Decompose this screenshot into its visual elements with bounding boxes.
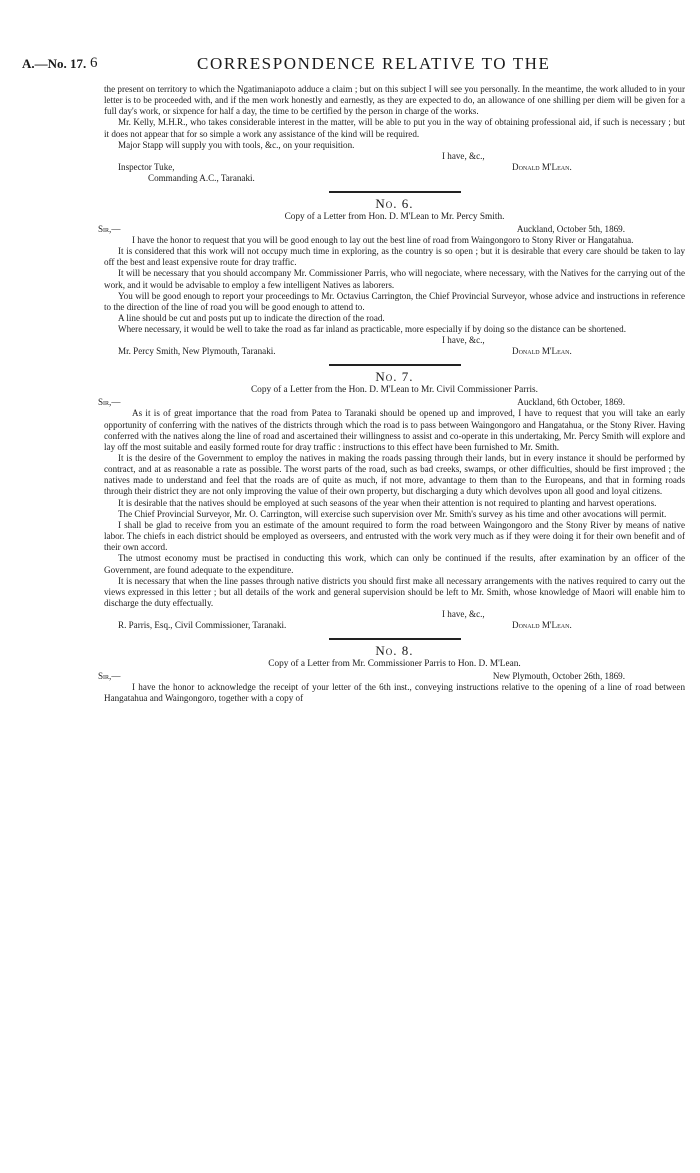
paragraph: As it is of great importance that the road from Patea to Taranaki should be opened up and improved, I have to request that you will take an early opportunity of conferring with the natives of the districts through which the road is to pass between Waingongoro and Hangatahua, or the Stony River. Having conferred with the natives along the line of road and ascertained their willingness to assist and co-operate in this undertaking, Mr. Percy Smith will explore and lay off the most suitable and easily formed route for dray traffic : instructions to this effect have been furnished to Mr. Smith. [104,408,685,452]
letter-number: No. 8. [375,643,414,659]
dateline [98,396,685,408]
salutation: Sir,— [98,397,121,408]
page-number: 6 [90,55,98,71]
paragraph: It is desirable that the natives should be employed at such seasons of the year when their attention is not required to planting and harvest operations. [118,497,657,508]
paragraph: Mr. Kelly, M.H.R., who takes considerable interest in the matter, will be able to put you in the way of obtaining professional aid, if such is necessary ; but it does not appear that for so simple a work any assistance of the kind will be required. [104,117,685,139]
paragraph: It will be necessary that you should accompany Mr. Commissioner Parris, who will negociate, where necessary, with the Natives for the carrying out of the work, and it would be advisable to employ a few intelligent Natives as laborers. [104,268,685,290]
running-title: CORRESPONDENCE RELATIVE TO THE [197,54,551,73]
signature: Donald M'Lean. [512,161,572,172]
signature-row [104,346,685,357]
closing-row [104,335,685,346]
paragraph: Where necessary, it would be well to take the road as far inland as practicable, more especially if by doing so the distance can be shortened. [118,324,626,335]
closing: I have, &c., [442,150,485,161]
paragraph: You will be good enough to report your proceedings to Mr. Octavius Carrington, the Chief Provincial Surveyor, whose advice and instructions in reference to the direction of the line of road you will be good enough to attend to. [104,290,685,312]
closing-row [104,151,685,162]
dateline [98,670,685,682]
signature: Donald M'Lean. [512,620,572,631]
salutation: Sir,— [98,671,121,682]
signature-row [104,162,685,173]
paragraph: The Chief Provincial Surveyor, Mr. O. Carrington, will exercise such supervision over Mr. Smith's survey as his time and other avocations will permit. [118,508,667,519]
paragraph: the present on territory to which the Ngatimaniapoto adduce a claim ; but on this subject I will see you personally. In the meantime, the work alluded to in your letter is to be proceeded with, and if the men work honestly and earnestly, as they are expected to do, an allowance of one shilling per diem will be given for a full day's work, or sixpence for half a day, the time to be certified by the person in charge of the works. [104,84,685,117]
addressee: R. Parris, Esq., Civil Commissioner, Taranaki. [118,620,287,631]
dateline [98,223,685,235]
body-text [98,84,685,704]
letter-title: Copy of a Letter from the Hon. D. M'Lean to Mr. Civil Commissioner Parris. [250,385,538,396]
salutation: Sir,— [98,223,121,234]
closing-row [104,609,685,620]
letter-number: No. 7. [375,369,414,385]
section-rule [329,364,461,366]
paragraph: I shall be glad to receive from you an estimate of the amount required to form the road between Waingongoro and the Stony River by means of native labor. The chiefs in each district should be employed as overseers, and entrusted with the work very much as if they were doing it for their own benefit and of their own accord. [104,519,685,553]
addressee-line: Commanding A.C., Taranaki. [148,172,255,183]
section-rule [329,638,461,640]
paragraph: I have the honor to request that you will be good enough to lay out the best line of road from Waingongoro to Stony River or Hangatahua. [132,234,634,245]
paragraph: I have the honor to acknowledge the receipt of your letter of the 6th inst., conveying instructions relative to the opening of a line of road between Hangatahua and Waingongoro, together with a copy of [104,682,685,704]
signature-row [104,620,685,631]
paragraph: It is necessary that when the line passes through native districts you should first make all necessary arrangements with the natives required to carry out the views expressed in this letter ; but all details of the work and general supervision should be left to Mr. Smith, whose knowledge of Maori will enable him to discharge the duty effectually. [104,575,685,608]
signature: Donald M'Lean. [512,346,572,357]
addressee: Mr. Percy Smith, New Plymouth, Taranaki. [118,346,276,357]
closing: I have, &c., [442,609,485,620]
letter-date: New Plymouth, October 26th, 1869. [492,671,625,682]
letter-title: Copy of a Letter from Mr. Commissioner Parris to Hon. D. M'Lean. [268,659,521,670]
running-header [22,56,682,76]
paragraph: It is considered that this work will not occupy much time in exploring, as the country is so open ; but it is desirable that every care should be taken to lay off the best and least expensive route for dray traffic. [104,246,685,268]
section-rule [329,191,461,193]
paragraph: It is the desire of the Government to employ the natives in making the roads passing through their lands, but in every instance it should be performed by contract, and at as reasonable a rate as possible. The worst parts of the road, such as bad creeks, swamps, or other difficulties, should be first improved ; the natives made to understand and feel that the roads are of quite as much, if not more, advantage to them than to the Europeans, and that in forming roads through their district they are not only improving the value of their own property, but discharging a duty which devolves upon all good and loyal citizens. [104,452,685,497]
letter-number: No. 6. [375,195,414,211]
addressee: Inspector Tuke, [118,161,175,172]
paragraph: A line should be cut and posts put up to indicate the direction of the road. [118,313,385,324]
paragraph: The utmost economy must be practised in conducting this work, which can only be continued if the results, after examination by an officer of the Government, are found adequate to the expenditure. [104,553,685,575]
document-number: A.—No. 17. [22,56,87,71]
letter-title: Copy of a Letter from Hon. D. M'Lean to Mr. Percy Smith. [284,211,505,222]
letter-date: Auckland, October 5th, 1869. [516,223,625,234]
letter-date: Auckland, 6th October, 1869. [517,397,625,408]
paragraph: Major Stapp will supply you with tools, &c., on your requisition. [118,139,355,150]
closing: I have, &c., [442,335,485,346]
